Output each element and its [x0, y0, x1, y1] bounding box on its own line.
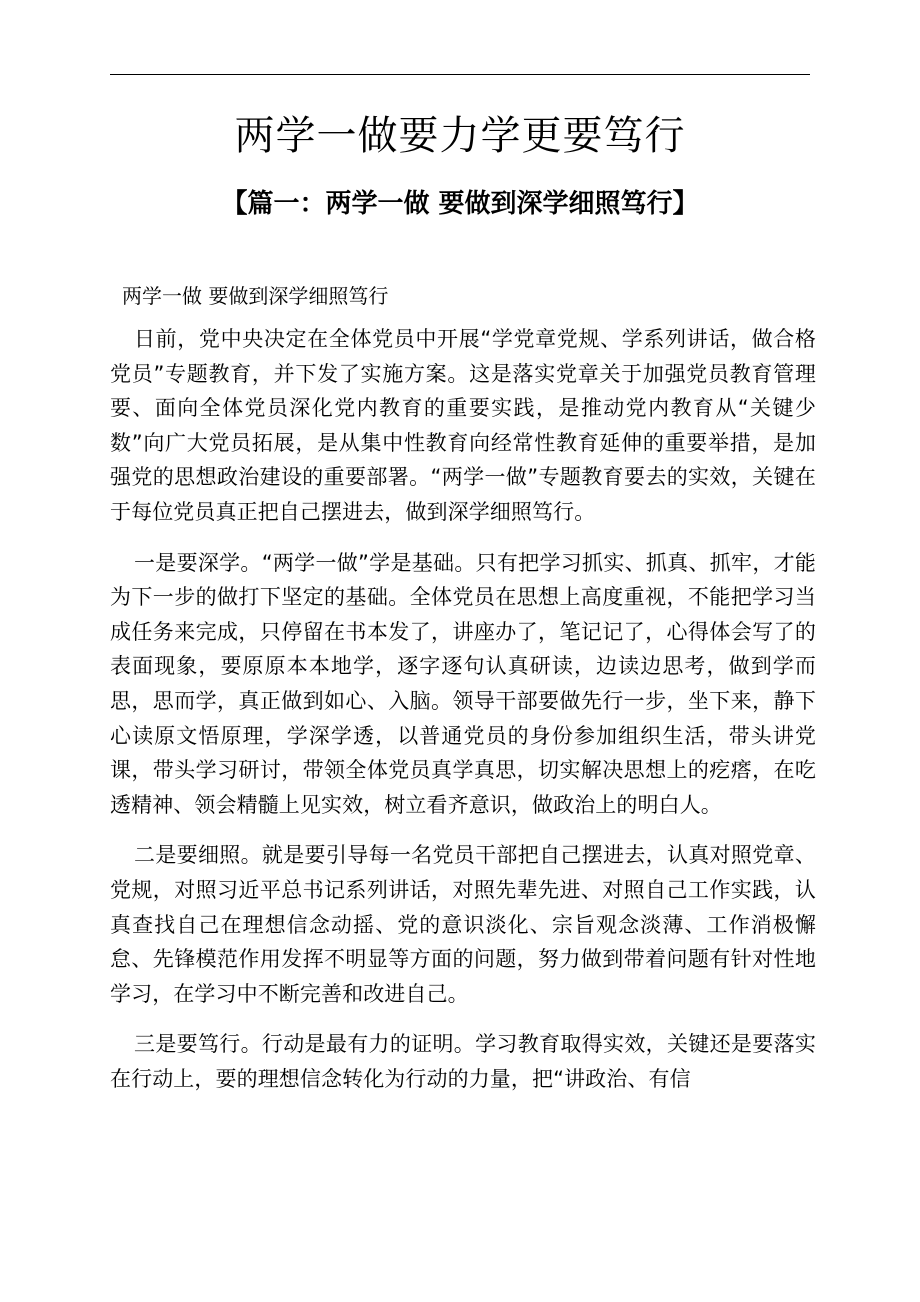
paragraph-close-reflection: 二是要细照。就是要引导每一名党员干部把自己摆进去，认真对照党章、党规，对照习近平总书记系列讲话，对照先辈先进、对照自己工作实践，认真查找自己在理想信念动摇、党的意识淡化、宗旨观念淡薄、工作消极懈怠、先锋模范作用发挥不明显等方面的问题，努力做到带着问题有针对性地学习，在学习中不断完善和改进自己。: [110, 843, 816, 1006]
lead-line: 两学一做 要做到深学细照笃行: [122, 284, 389, 308]
paragraph-intro: 日前，党中央决定在全体党员中开展“学党章党规、学系列讲话，做合格党员”专题教育，并下发了实施方案。这是落实党章关于加强党员教育管理要、面向全体党员深化党内教育的重要实践，是推动党内教育从“关键少数”向广大党员拓展，是从集中性教育向经常性教育延伸的重要举措，是加强党的思想政治建设的重要部署。“两学一做”专题教育要去的实效，关键在于每位党员真正把自己摆进去，做到深学细照笃行。: [110, 327, 816, 524]
paragraph-deep-study: 一是要深学。“两学一做”学是基础。只有把学习抓实、抓真、抓牢，才能为下一步的做打下坚定的基础。全体党员在思想上高度重视，不能把学习当成任务来完成，只停留在书本发了，讲座办了，笔记记了，心得体会写了的表面现象，要原原本本地学，逐字逐句认真研读，边读边思考，做到学而思，思而学，真正做到如心、入脑。领导干部要做先行一步，坐下来，静下心读原文悟原理，学深学透，以普通党员的身份参加组织生活，带头讲党课，带头学习研讨，带领全体党员真学真思，切实解决思想上的疙瘩，在吃透精神、领会精髓上见实效，树立看齐意识，做政治上的明白人。: [110, 550, 816, 817]
header-rule: [110, 74, 810, 75]
document-body: [110, 276, 816, 1112]
paragraph-practice: 三是要笃行。行动是最有力的证明。学习教育取得实效，关键还是要落实在行动上，要的理想信念转化为行动的力量，把“讲政治、有信: [110, 1032, 816, 1091]
document-title: 两学一做要力学更要笃行: [234, 113, 686, 159]
document-subtitle: 【篇一：两学一做 要做到深学细照笃行】: [221, 189, 699, 219]
